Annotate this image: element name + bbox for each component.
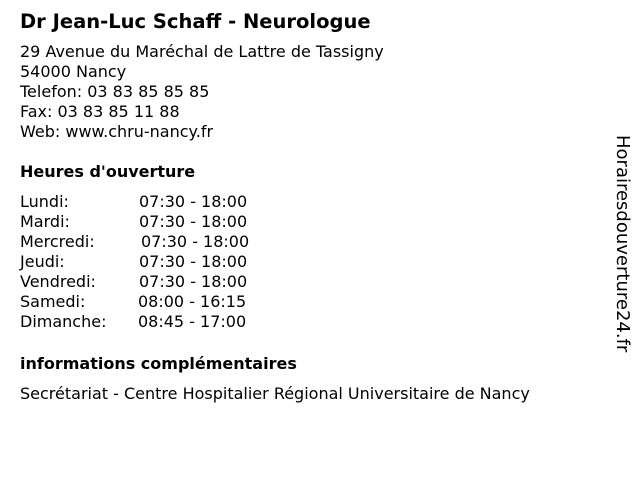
brand-text: Horairesdouverture24.fr xyxy=(612,135,633,353)
additional-info-text: Secrétariat - Centre Hospitalier Régional Universitaire de Nancy xyxy=(20,384,530,403)
fax-number: Fax: 03 83 85 11 88 xyxy=(20,102,180,121)
day-label: Vendredi: xyxy=(20,272,96,291)
website: Web: www.chru-nancy.fr xyxy=(20,122,214,141)
hours-row-mardi xyxy=(20,212,600,232)
day-label: Lundi: xyxy=(20,192,69,211)
brand-watermark xyxy=(610,135,634,371)
time-range: 08:00 - 16:15 xyxy=(138,292,247,311)
day-label: Samedi: xyxy=(20,292,86,311)
hours-row-dimanche xyxy=(20,312,600,332)
contact-block xyxy=(20,42,600,142)
opening-hours-table xyxy=(20,192,600,332)
phone-number: Telefon: 03 83 85 85 85 xyxy=(20,82,210,101)
time-range: 07:30 - 18:00 xyxy=(139,212,248,231)
hours-row-jeudi xyxy=(20,252,600,272)
hours-row-vendredi xyxy=(20,272,600,292)
hours-row-mercredi xyxy=(20,232,600,252)
day-label: Jeudi: xyxy=(20,252,65,271)
page-title: Dr Jean-Luc Schaff - Neurologue xyxy=(20,10,371,33)
city-postal: 54000 Nancy xyxy=(20,62,127,81)
street-address: 29 Avenue du Maréchal de Lattre de Tassigny xyxy=(20,42,384,61)
day-label: Mardi: xyxy=(20,212,70,231)
time-range: 07:30 - 18:00 xyxy=(139,272,248,291)
hours-row-samedi xyxy=(20,292,600,312)
business-card xyxy=(20,8,600,404)
time-range: 07:30 - 18:00 xyxy=(139,252,248,271)
time-range: 07:30 - 18:00 xyxy=(139,192,248,211)
time-range: 08:45 - 17:00 xyxy=(138,312,247,331)
day-label: Dimanche: xyxy=(20,312,107,331)
hours-row-lundi xyxy=(20,192,600,212)
additional-info-heading: informations complémentaires xyxy=(20,354,297,373)
time-range: 07:30 - 18:00 xyxy=(141,232,250,251)
day-label: Mercredi: xyxy=(20,232,95,251)
opening-hours-heading: Heures d'ouverture xyxy=(20,162,196,181)
